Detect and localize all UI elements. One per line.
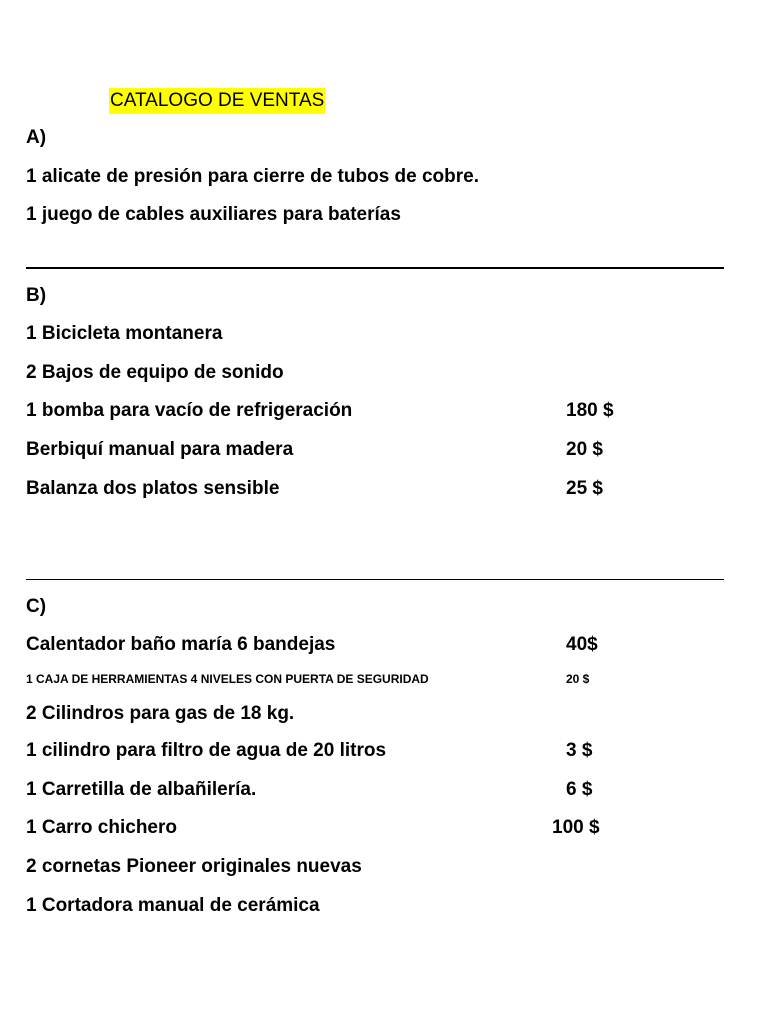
section-label-b: B) — [26, 285, 47, 306]
section-label-a: A) — [26, 127, 47, 148]
list-item: Calentador baño maría 6 bandejas — [26, 634, 336, 655]
list-item: 2 Bajos de equipo de sonido — [26, 362, 284, 383]
list-item: 1 bomba para vacío de refrigeración — [26, 400, 353, 421]
list-item: 1 juego de cables auxiliares para baterías — [26, 204, 401, 225]
catalog-title: CATALOGO DE VENTAS — [109, 88, 325, 114]
section-label-c: C) — [26, 596, 47, 617]
list-item: 1 Carro chichero — [26, 817, 177, 838]
list-item: 1 Carretilla de albañilería. — [26, 779, 257, 800]
list-item: 1 alicate de presión para cierre de tubos de cobre. — [26, 166, 480, 187]
item-price: 100 $ — [552, 817, 600, 838]
list-item: Berbiquí manual para madera — [26, 439, 294, 460]
section-divider — [26, 267, 724, 269]
list-item: 1 CAJA DE HERRAMIENTAS 4 NIVELES CON PUERTA DE SEGURIDAD — [26, 672, 429, 686]
item-price: 20 $ — [566, 672, 590, 686]
item-price: 25 $ — [566, 478, 603, 499]
item-price: 3 $ — [566, 740, 593, 761]
list-item: 2 Cilindros para gas de 18 kg. — [26, 703, 295, 724]
item-price: 180 $ — [566, 400, 614, 421]
item-price: 40$ — [566, 634, 598, 655]
item-price: 6 $ — [566, 779, 593, 800]
list-item: 1 Bicicleta montanera — [26, 323, 223, 344]
section-divider — [26, 579, 724, 580]
item-price: 20 $ — [566, 439, 603, 460]
list-item: 2 cornetas Pioneer originales nuevas — [26, 856, 362, 877]
list-item: 1 Cortadora manual de cerámica — [26, 895, 320, 916]
list-item: Balanza dos platos sensible — [26, 478, 280, 499]
list-item: 1 cilindro para filtro de agua de 20 litros — [26, 740, 387, 761]
